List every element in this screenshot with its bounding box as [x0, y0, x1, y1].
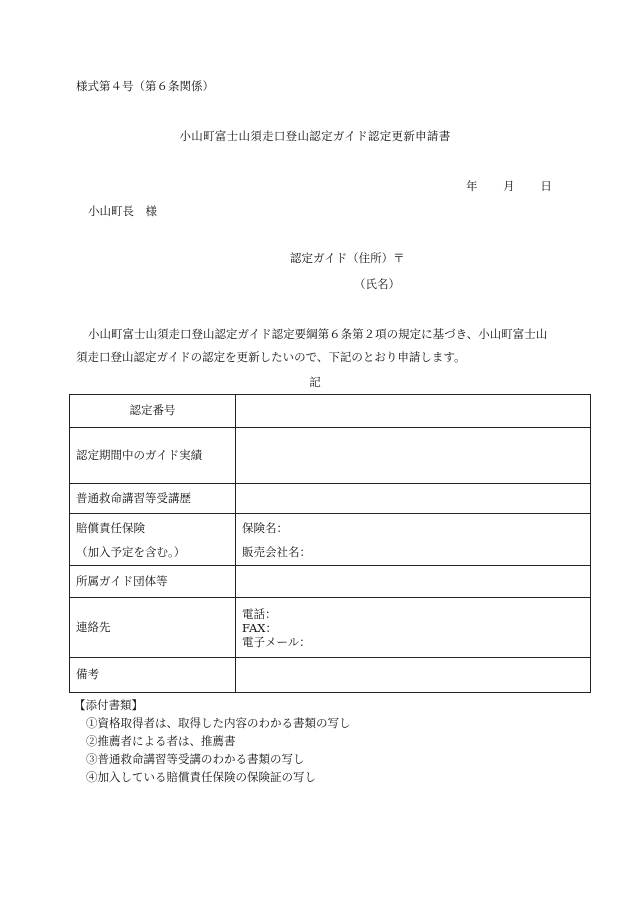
insurance-note: （加入予定を含む。） [76, 544, 186, 559]
attachment-item: ④加入している賠償責任保険の保険証の写し [86, 770, 316, 784]
addressee: 小山町長 様 [88, 204, 157, 218]
application-form-table [69, 394, 591, 693]
group-field[interactable] [236, 566, 591, 598]
remarks-label: 備考 [70, 658, 236, 693]
insurance-field[interactable] [236, 514, 591, 566]
attachment-item: ①資格取得者は、取得した内容のわかる書類の写し [86, 716, 351, 730]
date-year-label: 年 [466, 179, 478, 193]
ki-heading: 記 [309, 375, 321, 389]
attachments-heading: 【添付書類】 [74, 698, 143, 712]
table-row [70, 484, 591, 514]
table-row [70, 514, 591, 566]
attachments-section [74, 696, 351, 786]
insurance-label: 賠償責任保険 [76, 520, 145, 535]
phone-label: 電話： [242, 606, 277, 621]
cert-number-label: 認定番号 [70, 395, 236, 428]
table-row [70, 428, 591, 484]
first-aid-field[interactable] [236, 484, 591, 514]
date-month-label: 月 [503, 179, 515, 193]
form-code: 様式第４号（第６条関係） [76, 79, 214, 93]
attachment-item: ③普通救命講習等受講のわかる書類の写し [86, 752, 305, 766]
guide-record-field[interactable] [236, 428, 591, 484]
applicant-name-label: （氏名） [354, 277, 400, 291]
fax-label: FAX： [242, 620, 277, 635]
table-row [70, 395, 591, 428]
document-title: 小山町富士山須走口登山認定ガイド認定更新申請書 [179, 129, 451, 143]
insurance-label-cell [70, 514, 236, 566]
insurance-company-label: 販売会社名： [242, 544, 311, 559]
guide-record-label: 認定期間中のガイド実績 [70, 428, 236, 484]
applicant-address-label: 認定ガイド（住所）〒 [290, 251, 405, 265]
contact-label: 連絡先 [70, 598, 236, 658]
attachment-item: ②推薦者による者は、推薦書 [86, 734, 236, 748]
date-day-label: 日 [540, 179, 552, 193]
contact-field[interactable] [236, 598, 591, 658]
table-row [70, 658, 591, 693]
cert-number-field[interactable] [236, 395, 591, 428]
table-row [70, 566, 591, 598]
email-label: 電子メール： [242, 634, 311, 649]
date-line [466, 180, 552, 194]
table-row [70, 598, 591, 658]
insurance-name-label: 保険名： [242, 520, 288, 535]
remarks-field[interactable] [236, 658, 591, 693]
application-statement: 小山町富士山須走口登山認定ガイド認定要綱第６条第２項の規定に基づき、小山町富士山須走口登山認定ガイドの認定を更新したいので、下記のとおり申請します。 [76, 327, 548, 364]
group-label: 所属ガイド団体等 [70, 566, 236, 598]
first-aid-label: 普通救命講習等受講歴 [70, 484, 236, 514]
